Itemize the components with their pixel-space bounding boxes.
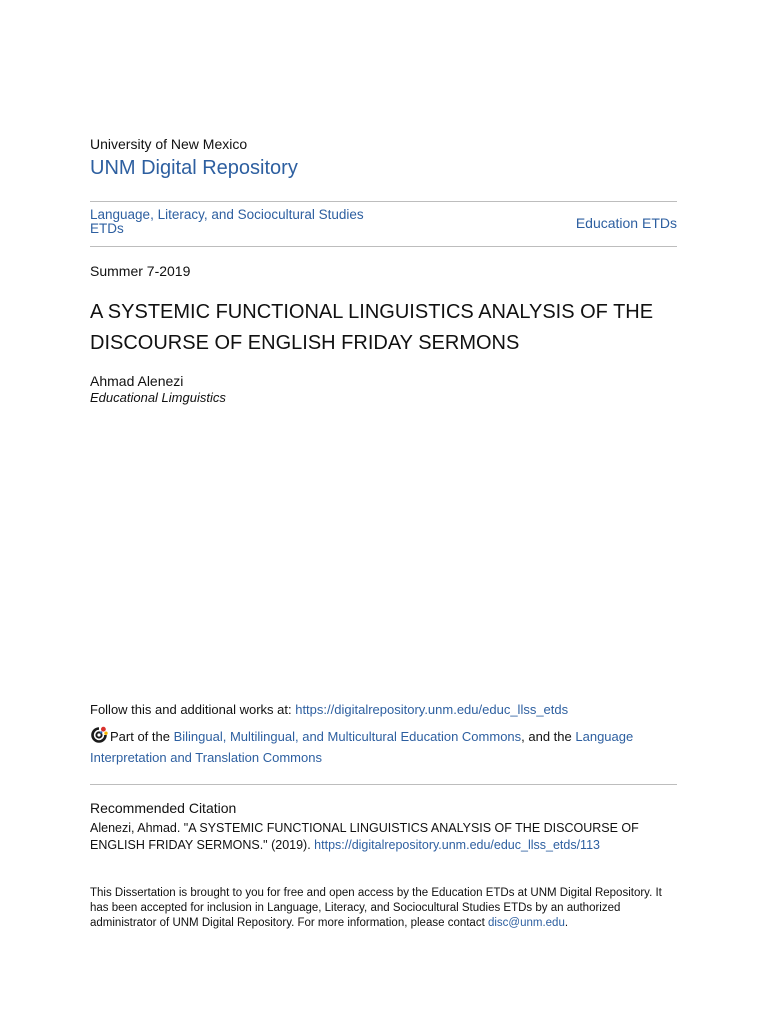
follow-prefix: Follow this and additional works at: — [90, 702, 296, 717]
citation-heading: Recommended Citation — [90, 800, 237, 816]
institution-name: University of New Mexico — [90, 136, 248, 152]
citation-url-link[interactable]: https://digitalrepository.unm.edu/educ_llss_etds/113 — [314, 838, 600, 852]
commons-link-bilingual[interactable]: Bilingual, Multilingual, and Multicultural Education Commons — [173, 729, 522, 744]
commons-link-language-interpretation[interactable]: Language Interpretation and Translation Commons — [90, 729, 634, 765]
follow-line — [90, 702, 568, 717]
access-notice-end: . — [564, 917, 569, 929]
collection-link-education[interactable]: Education ETDs — [575, 215, 677, 231]
part-of-line — [90, 726, 677, 768]
access-notice — [90, 886, 680, 931]
part-of-middle: , and the — [521, 729, 576, 744]
contact-email-link[interactable]: disc@unm.edu — [487, 917, 565, 929]
part-of-prefix: Part of the — [110, 729, 174, 744]
follow-url-link[interactable]: https://digitalrepository.unm.edu/educ_llss_etds — [295, 702, 569, 717]
top-divider — [90, 201, 677, 202]
collection-link-llss[interactable]: Language, Literacy, and Sociocultural Studies ETDs — [90, 207, 364, 236]
author-department: Educational Limguistics — [90, 390, 226, 405]
author-name: Ahmad Alenezi — [90, 373, 184, 389]
publication-date: Summer 7-2019 — [90, 263, 191, 279]
collections-divider — [90, 246, 677, 247]
network-commons-icon — [90, 726, 108, 744]
document-title: A SYSTEMIC FUNCTIONAL LINGUISTICS ANALYSIS OF THE DISCOURSE OF ENGLISH FRIDAY SERMONS — [90, 301, 654, 354]
citation-divider — [90, 784, 677, 785]
citation-body — [90, 820, 680, 854]
repository-link[interactable]: UNM Digital Repository — [90, 157, 298, 179]
citation-text: Alenezi, Ahmad. "A SYSTEMIC FUNCTIONAL LINGUISTICS ANALYSIS OF THE DISCOURSE OF ENGLISH FRIDAY SERMONS." (2019). — [90, 821, 639, 852]
access-notice-text: This Dissertation is brought to you for free and open access by the Education ETDs at UNM Digital Repository. It has been accepted for inclusion in Language, Literacy, and Sociocultural Studies ETDs by an authorized administrator of UNM Digital Repository. For more information, please contact — [90, 887, 662, 929]
